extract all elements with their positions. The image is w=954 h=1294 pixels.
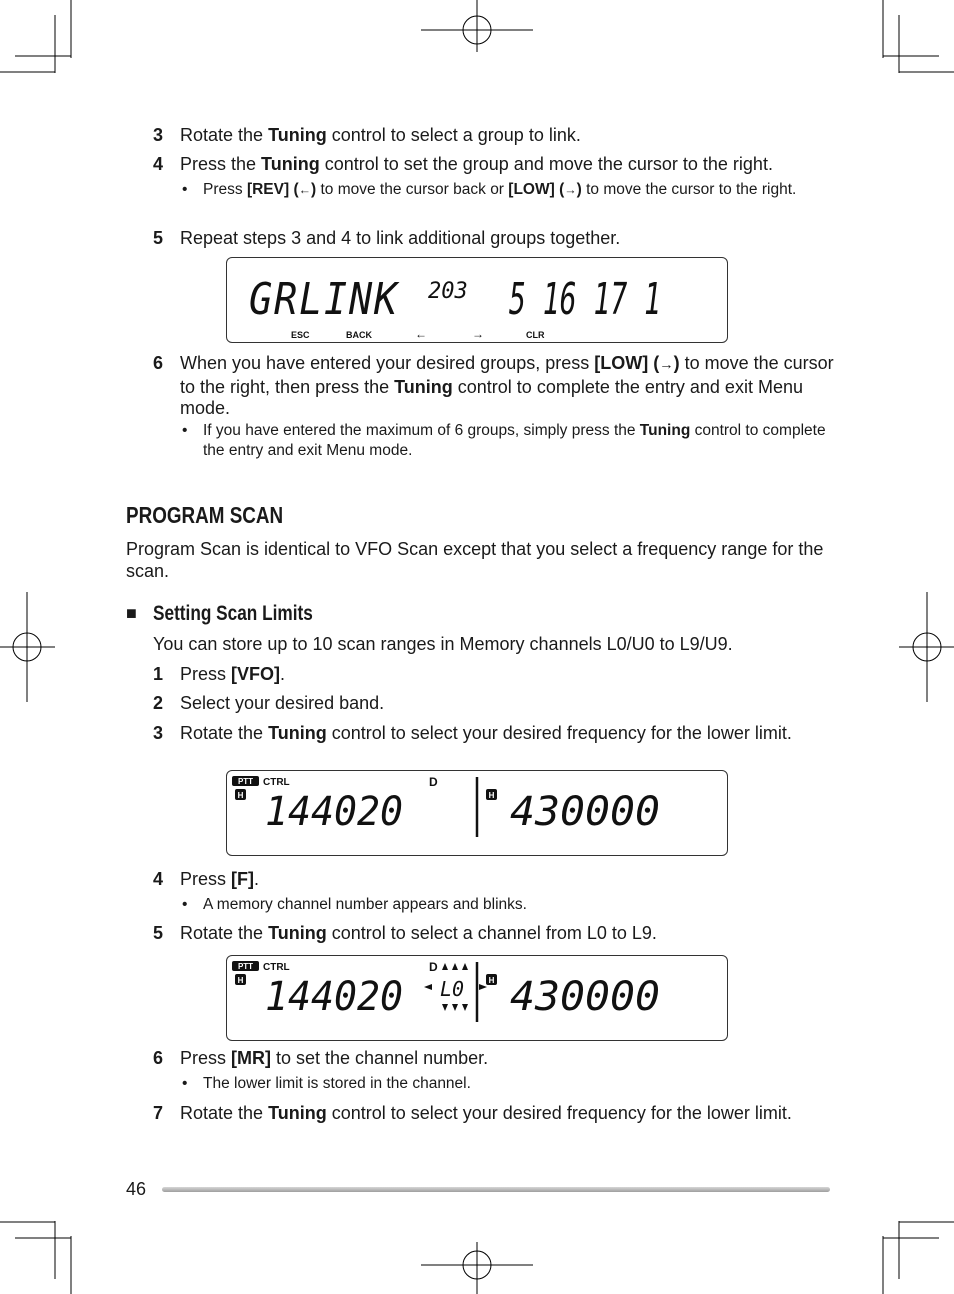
lcd-small-text: 203	[428, 279, 468, 304]
ptt-indicator: PTT	[237, 962, 254, 971]
freq-right-readout: 430000	[510, 789, 660, 835]
subheading-marker: ■	[126, 603, 137, 623]
ptt-indicator: PTT	[237, 777, 254, 786]
d-indicator: D	[429, 775, 438, 789]
lcd-key-right-arrow: →	[472, 327, 484, 341]
high-power-left-icon: H	[237, 976, 244, 985]
subheading-title: Setting Scan Limits	[153, 602, 313, 625]
lcd-channel-display	[226, 955, 728, 1041]
lcd-group-link-display	[226, 257, 728, 343]
high-power-left-icon: H	[237, 791, 244, 800]
lcd-main-left-text: GRLINK	[249, 274, 401, 325]
footer-rule	[162, 1187, 830, 1192]
freq-left-readout: 144020	[265, 789, 403, 835]
step-number: 4	[153, 154, 164, 174]
left-arrow-icon: ←	[298, 183, 311, 197]
ctrl-indicator: CTRL	[263, 777, 290, 788]
lcd-key-back: BACK	[346, 330, 372, 340]
section-intro: Program Scan is identical to VFO Scan except that you select a frequency range for the scan.	[126, 539, 824, 581]
freq-right-readout: 430000	[510, 974, 660, 1020]
step-text: Press the Tuning control to set the group and move the cursor to the right.	[180, 154, 773, 174]
step-number: 3	[153, 125, 164, 145]
page-number: 46	[126, 1179, 147, 1199]
lcd-main-right-text: 5 16 17 1	[509, 274, 661, 325]
subheading-intro: You can store up to 10 scan ranges in Memory channels L0/U0 to L9/U9.	[153, 634, 733, 654]
high-power-right-icon: H	[488, 791, 495, 800]
lcd-key-left-arrow: ←	[415, 327, 427, 341]
freq-left-readout: 144020	[265, 974, 403, 1020]
lcd-key-clr: CLR	[526, 330, 545, 340]
high-power-right-icon: H	[488, 976, 495, 985]
section-title: PROGRAM SCAN	[126, 502, 284, 528]
lcd-key-esc: ESC	[291, 330, 310, 340]
right-arrow-icon: →	[659, 357, 674, 373]
d-indicator: D	[429, 960, 438, 974]
right-arrow-icon: →	[564, 183, 577, 197]
lcd-frequency-display	[226, 770, 728, 856]
step-text: Rotate the Tuning control to select a group to link.	[180, 125, 581, 145]
channel-readout: L0	[440, 977, 465, 1001]
ctrl-indicator: CTRL	[263, 962, 290, 973]
